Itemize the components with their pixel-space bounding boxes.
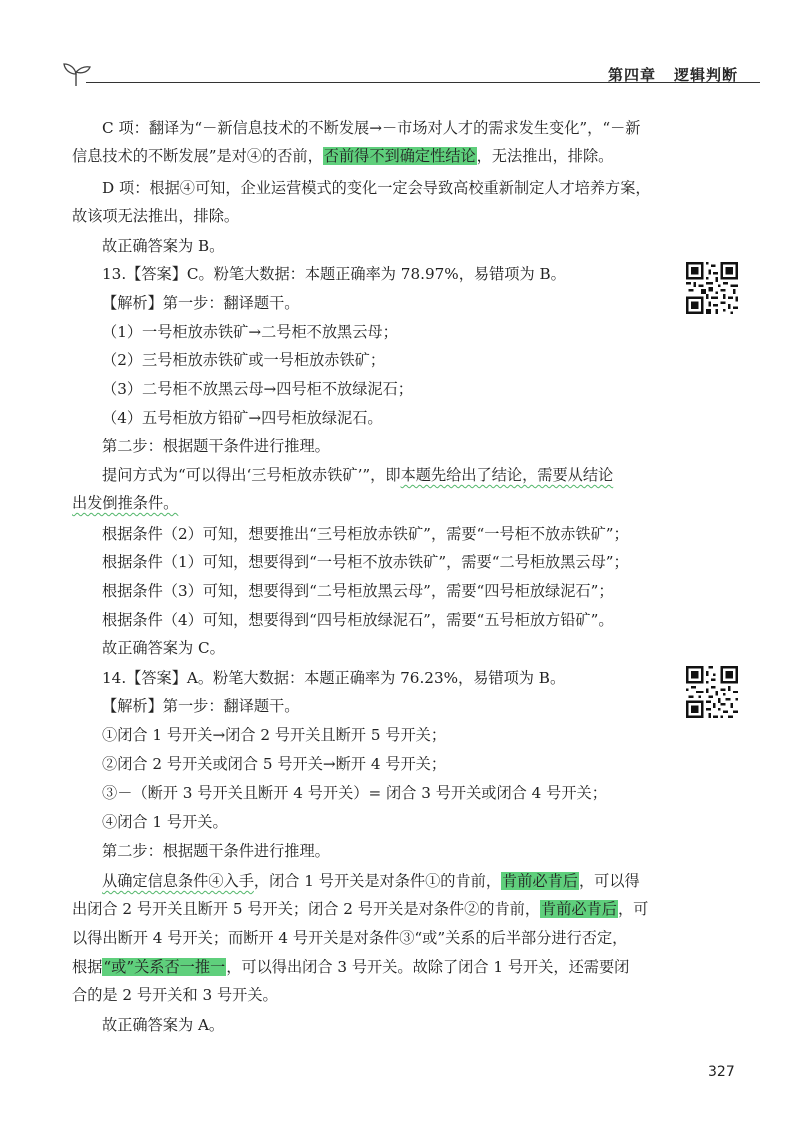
text-line: 根据条件（2）可知，想要推出“三号柜放赤铁矿”，需要“一号柜不放赤铁矿”；: [102, 525, 629, 543]
qr-code-icon[interactable]: [686, 262, 738, 314]
chapter-label: 第四章: [608, 66, 657, 84]
text-line: 故正确答案为 A。: [102, 1016, 225, 1034]
highlight: “或”关系否一推一: [103, 958, 226, 976]
highlight: 否前得不到确定性结论: [323, 147, 476, 165]
text-line: （2）三号柜放赤铁矿或一号柜放赤铁矿；: [102, 351, 386, 369]
text-line: C 项：翻译为“－新信息技术的不断发展→－市场对人才的需求发生变化”，“－新: [102, 119, 641, 137]
text-line: 故正确答案为 C。: [102, 639, 225, 657]
text-line: ③－（断开 3 号开关且断开 4 号开关）= 闭合 3 号开关或闭合 4 号开关；: [102, 784, 607, 802]
text-line: 第二步：根据题干条件进行推理。: [102, 842, 330, 860]
text-line: 信息技术的不断发展”是对④的否前，否前得不到确定性结论，无法推出，排除。: [72, 147, 614, 165]
text-line: ①闭合 1 号开关→闭合 2 号开关且断开 5 号开关；: [102, 726, 447, 744]
chapter-header: [608, 64, 738, 85]
text-line: 根据条件（1）可知，想要得到“一号柜不放赤铁矿”，需要“二号柜放黑云母”；: [102, 553, 629, 571]
text-line: 合的是 2 号开关和 3 号开关。: [72, 986, 278, 1004]
underline-note: 本题先给出了结论，需要从结论: [400, 466, 614, 484]
text-line: （4）五号柜放方铅矿→四号柜放绿泥石。: [102, 409, 383, 427]
text-line: [72, 493, 178, 513]
text-line: （1）一号柜放赤铁矿→二号柜不放黑云母；: [102, 323, 398, 341]
answer-13: 13.【答案】C。粉笔大数据：本题正确率为 78.97%，易错项为 B。: [102, 265, 566, 283]
text-line: ②闭合 2 号开关或闭合 5 号开关→断开 4 号开关；: [102, 755, 447, 773]
text-line: （3）二号柜不放黑云母→四号柜不放绿泥石；: [102, 380, 413, 398]
text-line: 根据“或”关系否一推一，可以得出闭合 3 号开关。故除了闭合 1 号开关，还需要闭: [72, 958, 630, 976]
text-line: 故正确答案为 B。: [102, 237, 225, 255]
underline-note: 出发倒推条件。: [72, 494, 179, 512]
text-line: ④闭合 1 号开关。: [102, 813, 228, 831]
text-line: 出闭合 2 号开关且断开 5 号开关；闭合 2 号开关是对条件②的肯前，肯前必肯后，可: [72, 900, 649, 918]
chapter-title: 逻辑判断: [674, 66, 739, 84]
text-line: 根据条件（4）可知，想要得到“四号柜放绿泥石”，需要“五号柜放方铅矿”。: [102, 611, 614, 629]
page-number: 327: [708, 1064, 735, 1080]
underline-note: 从确定信息条件④入手: [102, 872, 254, 890]
text-line: 根据条件（3）可知，想要得到“二号柜放黑云母”，需要“四号柜放绿泥石”；: [102, 582, 614, 600]
answer-14: 14.【答案】A。粉笔大数据：本题正确率为 76.23%，易错项为 B。: [102, 669, 566, 687]
text-line: 第二步：根据题干条件进行推理。: [102, 437, 330, 455]
text-line: 故该项无法推出，排除。: [72, 207, 240, 225]
text-line: 提问方式为“可以得出‘三号柜放赤铁矿’”，即本题先给出了结论，需要从结论: [102, 466, 614, 484]
text-line: 【解析】第一步：翻译题干。: [102, 697, 300, 715]
text-line: 从确定信息条件④入手，闭合 1 号开关是对条件①的肯前，肯前必肯后，可以得: [102, 872, 640, 890]
qr-code-icon[interactable]: [686, 666, 738, 718]
sprout-icon: [60, 58, 92, 88]
highlight: 肯前必肯后: [502, 872, 578, 890]
highlight: 肯前必肯后: [541, 900, 617, 918]
text-line: 【解析】第一步：翻译题干。: [102, 294, 300, 312]
text-line: 以得出断开 4 号开关；而断开 4 号开关是对条件③“或”关系的后半部分进行否定，: [72, 929, 628, 947]
text-line: D 项：根据④可知，企业运营模式的变化一定会导致高校重新制定人才培养方案，: [102, 179, 651, 197]
header-rule: [86, 82, 606, 83]
